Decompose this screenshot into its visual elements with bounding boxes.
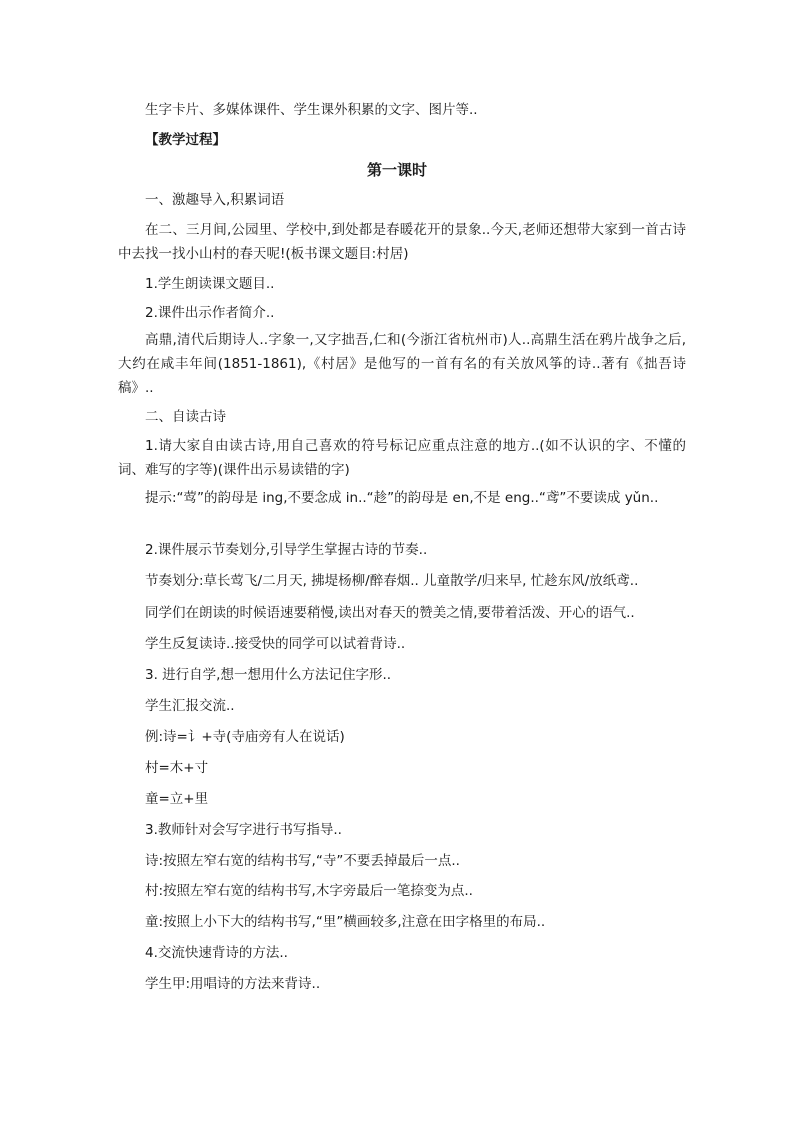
recite-note: 学生反复读诗..接受快的同学可以试着背诗.. (145, 636, 406, 652)
materials-line: 生字卡片、多媒体课件、学生课外积累的文字、图片等.. (145, 102, 478, 118)
example-tong: 童=立+里 (145, 791, 209, 807)
lesson-title: 第一课时 (366, 161, 427, 179)
read-step3: 3. 进行自学,想一想用什么方法记住字形.. (145, 667, 392, 683)
read-step1: 1.请大家自由读古诗,用自己喜欢的符号标记应重点注意的地方..(如不认识的字、不懂的词、难写的字等)(课件出示易读错的字) (118, 438, 686, 478)
author-intro: 高鼎,清代后期诗人..字象一,又字拙吾,仁和(今浙江省杭州市)人..高鼎生活在鸦片战争之后,大约在咸丰年间(1851-1861),《村居》是他写的一首有名的有关放风筝的诗..著有《拙吾诗稿》.. (118, 332, 686, 396)
report-line: 学生汇报交流.. (145, 698, 235, 714)
write-cun: 村:按照左窄右宽的结构书写,木字旁最后一笔捺变为点.. (145, 883, 473, 899)
tone-note: 同学们在朗读的时候语速要稍慢,读出对春天的赞美之情,要带着活泼、开心的语气.. (145, 605, 635, 621)
rhythm-line: 节奏划分:草长莺飞/二月天, 拂堤杨柳/醉春烟.. 儿童散学/归来早, 忙趁东风/放纸鸢.. (145, 573, 639, 589)
part1-heading: 一、激趣导入,积累词语 (145, 192, 285, 208)
section-heading: 【教学过程】 (145, 132, 226, 148)
example-shi: 例:诗=讠+寺(寺庙旁有人在说话) (145, 729, 345, 745)
part2-heading: 二、自读古诗 (145, 409, 226, 425)
read-step4: 4.交流快速背诗的方法.. (145, 945, 288, 961)
read-step2: 2.课件展示节奏划分,引导学生掌握古诗的节奏.. (145, 542, 428, 558)
hint-paragraph: 提示:“莺”的韵母是 ing,不要念成 in..“趁”的韵母是 en,不是 eng..“鸢”不要读成 yǔn.. (145, 490, 659, 506)
part1-intro: 在二、三月间,公园里、学校中,到处都是春暖花开的景象..今天,老师还想带大家到一首古诗中去找一找小山村的春天呢!(板书课文题目:村居) (118, 222, 686, 262)
step2: 2.课件出示作者简介.. (145, 305, 275, 321)
step1: 1.学生朗读课文题目.. (145, 276, 275, 292)
student-a-line: 学生甲:用唱诗的方法来背诗.. (145, 976, 321, 992)
write-tong: 童:按照上小下大的结构书写,“里”横画较多,注意在田字格里的布局.. (145, 914, 546, 930)
write-shi: 诗:按照左窄右宽的结构书写,“寺”不要丢掉最后一点.. (145, 853, 460, 869)
read-step3b: 3.教师针对会写字进行书写指导.. (145, 822, 342, 838)
example-cun: 村=木+寸 (145, 760, 209, 776)
